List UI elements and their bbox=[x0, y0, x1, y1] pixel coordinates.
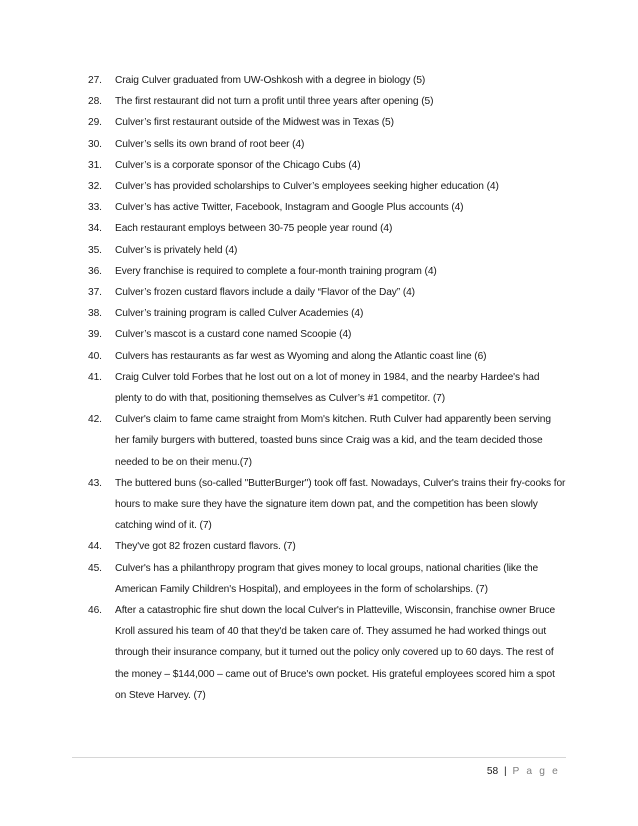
list-item bbox=[88, 282, 568, 303]
list-item-number: 36. bbox=[88, 265, 102, 277]
page-label: P a g e bbox=[512, 766, 560, 777]
list-item-number: 27. bbox=[88, 75, 102, 86]
list-item bbox=[88, 91, 568, 112]
list-item bbox=[88, 240, 568, 261]
list-item-number: 38. bbox=[88, 308, 102, 320]
page-footer bbox=[487, 765, 560, 779]
list-item-number: 43. bbox=[88, 477, 102, 489]
list-item-text: Culver’s training program is called Culver Academies (4) bbox=[115, 308, 364, 320]
page-number: 58 bbox=[486, 766, 499, 777]
list-item-number: 31. bbox=[88, 159, 102, 171]
list-item-text: Craig Culver graduated from UW-Oshkosh with a degree in biology (5) bbox=[115, 75, 426, 86]
list-item-number: 34. bbox=[88, 223, 102, 235]
list-item-number: 37. bbox=[88, 287, 102, 299]
list-item-number: 39. bbox=[88, 329, 102, 341]
list-item bbox=[88, 367, 568, 409]
list-item-text: Culvers has restaurants as far west as Wyoming and along the Atlantic coast line (6) bbox=[115, 350, 487, 362]
list-item-number: 45. bbox=[88, 562, 102, 574]
list-item bbox=[88, 558, 568, 600]
footer-divider bbox=[72, 757, 566, 758]
list-item-number: 41. bbox=[88, 371, 102, 383]
list-item-text: Every franchise is required to complete a four-month training program (4) bbox=[115, 265, 437, 277]
list-item bbox=[88, 473, 568, 537]
list-item bbox=[88, 600, 568, 706]
numbered-fact-list bbox=[88, 70, 568, 706]
list-item-number: 29. bbox=[88, 117, 102, 129]
list-item bbox=[88, 176, 568, 197]
list-item-text: Each restaurant employs between 30-75 people year round (4) bbox=[115, 223, 393, 235]
list-item-number: 35. bbox=[88, 244, 102, 256]
list-item-text: Craig Culver told Forbes that he lost out on a lot of money in 1984, and the nearby Hardee's had plenty to do with that, positioning themselves as Culver’s #1 competitor. (7) bbox=[115, 371, 540, 405]
footer-separator: | bbox=[504, 766, 507, 777]
list-item-text: Culver’s is a corporate sponsor of the Chicago Cubs (4) bbox=[115, 159, 361, 171]
list-item-number: 42. bbox=[88, 414, 102, 426]
list-item bbox=[88, 134, 568, 155]
list-item bbox=[88, 197, 568, 218]
list-item-number: 28. bbox=[88, 96, 102, 108]
list-item-number: 30. bbox=[88, 138, 102, 150]
list-item bbox=[88, 112, 568, 133]
list-item bbox=[88, 261, 568, 282]
list-item-text: They've got 82 frozen custard flavors. (7) bbox=[115, 541, 296, 553]
list-item bbox=[88, 70, 568, 91]
list-item-text: Culver's claim to fame came straight from Mom's kitchen. Ruth Culver had apparently been serving her family burgers with buttered, toasted buns since Craig was a kid, and the team decided those needed to be on their menu.(7) bbox=[115, 414, 551, 468]
list-item bbox=[88, 155, 568, 176]
list-item bbox=[88, 303, 568, 324]
list-item-text: Culver’s sells its own brand of root beer (4) bbox=[115, 138, 305, 150]
list-item-text: Culver’s frozen custard flavors include a daily “Flavor of the Day” (4) bbox=[115, 287, 415, 299]
list-item-number: 46. bbox=[88, 605, 102, 617]
list-item-number: 44. bbox=[88, 541, 102, 553]
list-item-text: The first restaurant did not turn a profit until three years after opening (5) bbox=[115, 96, 434, 108]
list-item-number: 32. bbox=[88, 181, 102, 193]
list-item-number: 40. bbox=[88, 350, 102, 362]
list-item bbox=[88, 346, 568, 367]
list-item-text: After a catastrophic fire shut down the local Culver's in Platteville, Wisconsin, franchise owner Bruce Kroll assured his team of 40 that they'd be taken care of. They assumed he had worked things out through their insurance company, but it turned out the policy only covered up to 60 days. The rest of the money – $144,000 – came out of Bruce's own pocket. His grateful employees scored him a spot on Steve Harvey. (7) bbox=[115, 605, 556, 701]
list-item bbox=[88, 536, 568, 557]
list-item bbox=[88, 409, 568, 473]
list-item bbox=[88, 218, 568, 239]
list-item-text: Culver’s has provided scholarships to Culver’s employees seeking higher education (4) bbox=[115, 181, 499, 193]
list-item-text: Culver’s first restaurant outside of the Midwest was in Texas (5) bbox=[115, 117, 394, 129]
list-item-text: Culver’s is privately held (4) bbox=[115, 244, 238, 256]
list-item-text: Culver's has a philanthropy program that gives money to local groups, national charities (like the American Family Children's Hospital), and employees in the form of scholarships. (7) bbox=[115, 562, 539, 595]
list-item bbox=[88, 324, 568, 345]
list-item-text: The buttered buns (so-called "ButterBurger") took off fast. Nowadays, Culver's trains their fry-cooks for hours to make sure they have the signature item down pat, and the competition has been slowly catching wind of it. (7) bbox=[115, 477, 566, 532]
list-item-text: Culver’s mascot is a custard cone named Scoopie (4) bbox=[115, 329, 352, 341]
list-item-text: Culver’s has active Twitter, Facebook, Instagram and Google Plus accounts (4) bbox=[115, 202, 464, 214]
list-item-number: 33. bbox=[88, 202, 102, 214]
